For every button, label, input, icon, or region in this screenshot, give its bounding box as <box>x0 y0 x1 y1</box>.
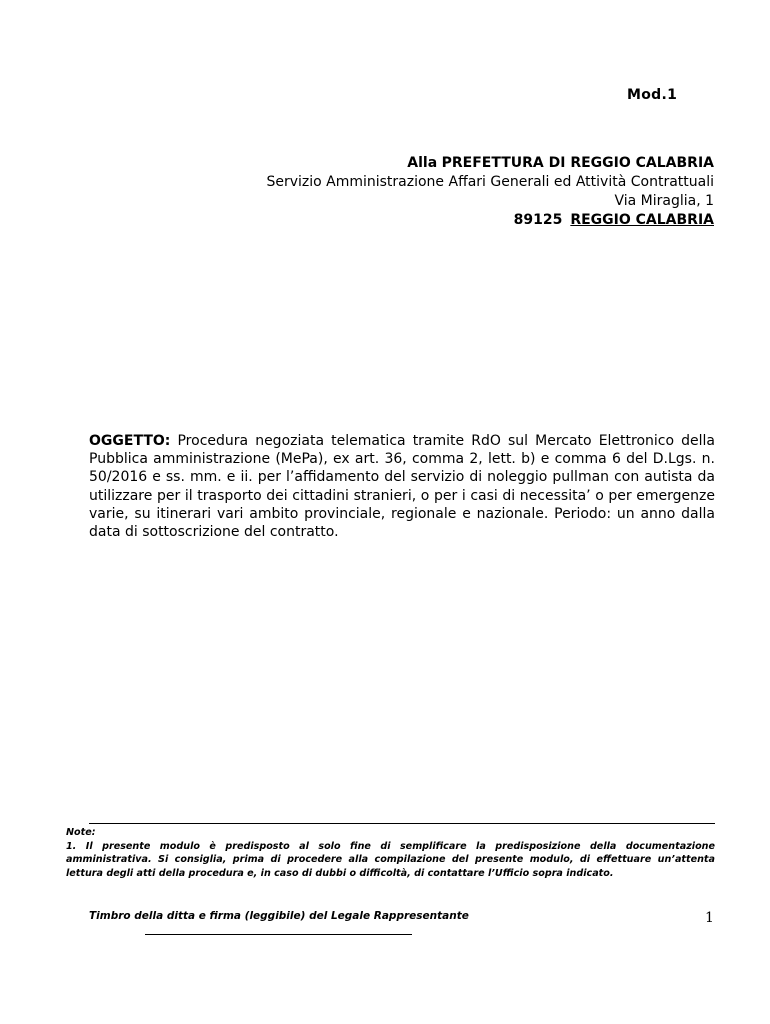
module-code: Mod.1 <box>627 87 678 103</box>
page-number: 1 <box>705 910 714 926</box>
recipient-street: Via Miraglia, 1 <box>614 193 714 209</box>
notes-block <box>66 826 715 880</box>
recipient-prefix: Alla <box>407 155 438 171</box>
notes-title: Note: <box>66 827 96 838</box>
subject-paragraph <box>89 432 715 541</box>
recipient-city: REGGIO CALABRIA <box>570 212 714 228</box>
notes-text: 1. Il presente modulo è predisposto al solo fine di semplificare la predisposizione della documentazione amministrativa. Si consiglia, prima di procedere alla compilazione del presente modulo, di effettuare un’attenta lettura degli atti della procedura e, in caso di dubbi o difficoltà, di contattare l’Ufficio sopra indicato. <box>66 840 715 879</box>
subject-label: OGGETTO: <box>89 433 171 449</box>
notes-separator <box>89 823 715 824</box>
signature-label: Timbro della ditta e firma (leggibile) del Legale Rappresentante <box>89 910 469 922</box>
recipient-cap: 89125 <box>513 212 563 228</box>
signature-line <box>145 934 412 935</box>
recipient-office: Servizio Amministrazione Affari Generali ed Attività Contrattuali <box>266 174 714 190</box>
recipient-city-line <box>266 211 714 230</box>
subject-text: Procedura negoziata telematica tramite RdO sul Mercato Elettronico della Pubblica amministrazione (MePa), ex art. 36, comma 2, lett. b) e comma 6 del D.Lgs. n. 50/2016 e ss. mm. e ii. per l’affidamento del servizio di noleggio pullman con autista da utilizzare per il trasporto dei cittadini stranieri, o per i casi di necessita’ o per emergenze varie, su itinerari vari ambito provinciale, regionale e nazionale. Periodo: un anno dalla data di sottoscrizione del contratto. <box>89 433 716 541</box>
recipient-line-1 <box>266 154 714 173</box>
recipient-name: PREFETTURA DI REGGIO CALABRIA <box>441 155 714 171</box>
recipient-address <box>266 154 714 230</box>
